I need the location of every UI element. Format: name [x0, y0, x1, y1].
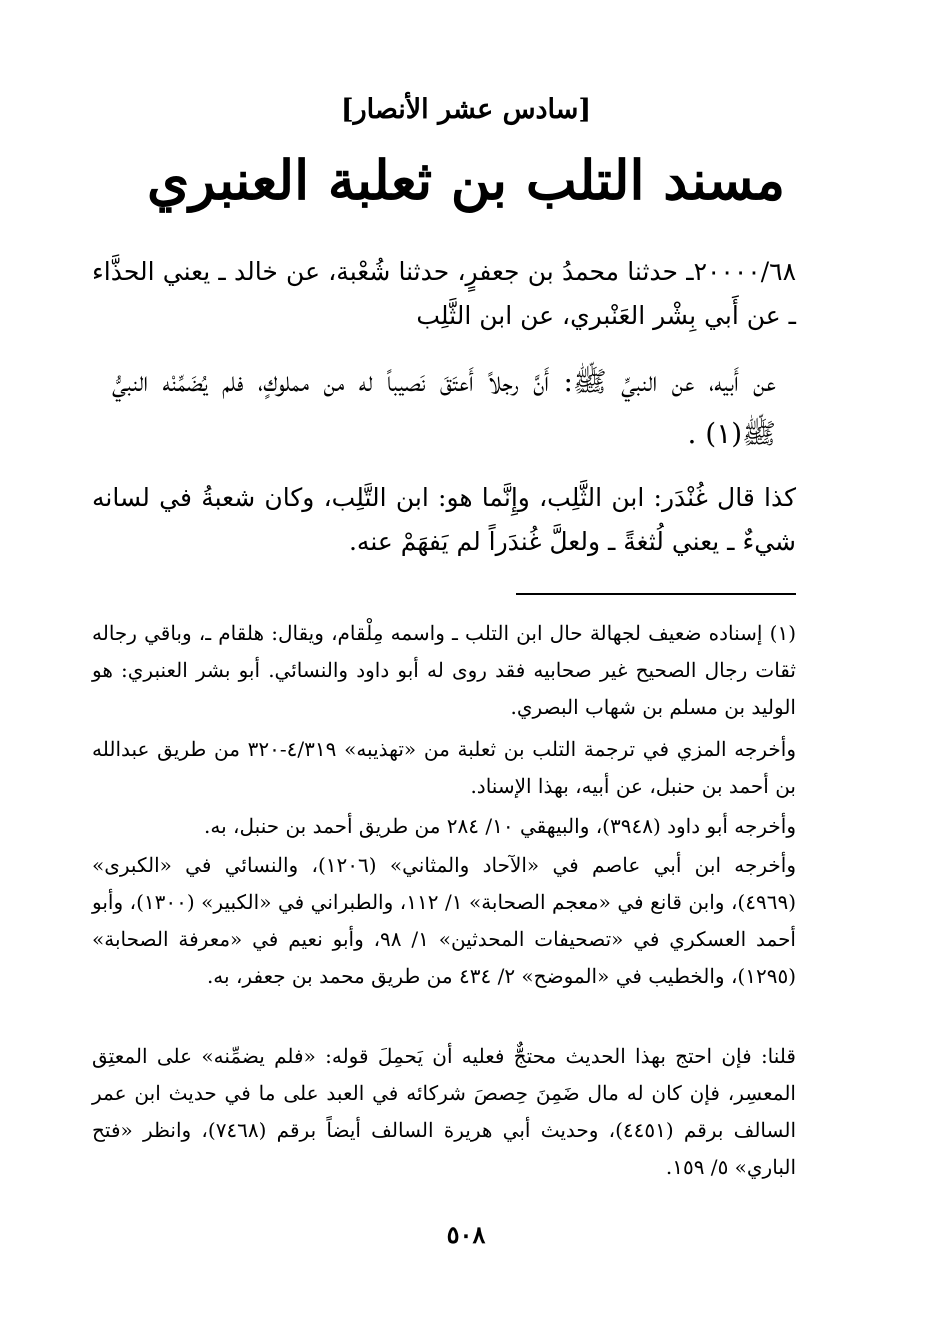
hadith-matn-paragraph: عن أَبيه، عن النبيِّ ﷺ: أَنَّ رجلاً أَعتَقَ نَصيباً له من مملوكٍ، فلم يُضَمِّنْه النبيُّ ﷺ(١) . — [112, 365, 776, 450]
footnote-paragraph: وأخرجه المزي في ترجمة التلب بن ثعلبة من «تهذيبه» ٤/٣١٩-٣٢٠ من طريق عبدالله بن أحمد بن حنبل، عن أبيه، بهذا الإسناد. — [92, 737, 797, 798]
footnote-1: (١) إسناده ضعيف لجهالة حال ابن التلب ـ واسمه مِلْقام، ويقال: هلقام ـ، وباقي رجاله ثقات رجال الصحيح غير صحابيه فقد روى له أبو داود والنسائي. أبو بشر العنبري: هو الوليد بن مسلم بن شهاب البصري. — [92, 621, 796, 719]
footnote-paragraph: قلنا: فإن احتج بهذا الحديث محتجٌّ فعليه أن يَحمِلَ قوله: «فلم يضمِّنه» على المعتِق المعسِر، فإن كان له مال ضَمِنَ حِصصَ شركائه في العبد على ما في حديث ابن عمر السالف برقم (٤٤٥١)، وحديث أبي هريرة السالف أيضاً برقم (٧٤٦٨)، وانظر «فتح الباري» ٥/ ١٥٩. — [92, 1044, 797, 1179]
footnote-separator — [516, 593, 796, 595]
footnote-paragraph: وأخرجه أبو داود (٣٩٤٨)، والبيهقي ١٠/ ٢٨٤ من طريق أحمد بن حنبل، به. — [204, 814, 796, 838]
hadith-isnad-paragraph: ٢٠٠٠٠/٦٨ـ حدثنا محمدُ بن جعفرٍ، حدثنا شُعْبة، عن خالد ـ يعني الحذَّاء ـ عن أَبي بِشْر العَنْبري، عن ابن الثَّلِب — [92, 257, 796, 330]
footnote-paragraph: وأخرجه ابن أبي عاصم في «الآحاد والمثاني» (١٢٠٦)، والنسائي في «الكبرى» (٤٩٦٩)، وابن قانع في «معجم الصحابة» ١/ ١١٢، والطبراني في «الكبير» (١٣٠٠)، وأبو أحمد العسكري في «تصحيفات المحدثين» ١/ ٩٨، وأبو نعيم في «معرفة الصحابة» (١٢٩٥)، والخطيب في «الموضح» ٢/ ٤٣٤ من طريق محمد بن جعفر، به. — [92, 853, 797, 988]
page-number: ٥٠٨ — [446, 1220, 486, 1249]
musnad-title: مسند التلب بن ثعلبة العنبري — [146, 148, 786, 212]
section-label: [سادس عشر الأنصار] — [340, 94, 592, 125]
commentary-paragraph: كذا قال غُنْدَر: ابن الثَّلِب، وإِنَّما هو: ابن التَّلِب، وكان شعبةُ في لسانه شيءٌ ـ يعني لُثغةً ـ ولعلَّ غُندَراً لم يَفهَمْ عنه. — [92, 483, 796, 556]
